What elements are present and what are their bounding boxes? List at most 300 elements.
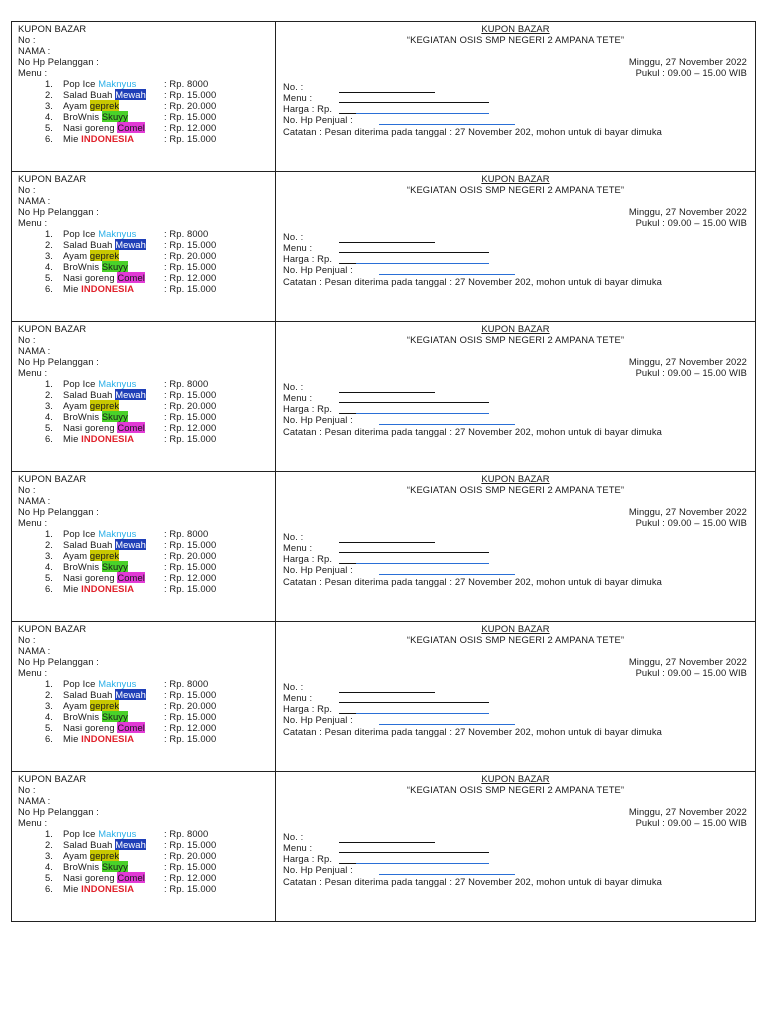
event-subtitle: “KEGIATAN OSIS SMP NEGERI 2 AMPANA TETE” [406,784,625,795]
menu-item-price: : Rp. 15.000 [164,411,217,422]
menu-item-base-name: Nasi goreng [63,722,118,733]
harga-fill-line [356,113,489,114]
menu-item [18,89,275,100]
menu-item-tag: Skuyy [101,561,128,572]
menu-item-tag: Mewah [115,89,146,100]
no-fill-line [339,242,435,243]
menu-item-tag: INDONESIA [81,733,135,744]
coupon-stub [12,22,276,171]
menu-item-number: 5. [44,422,53,433]
menu-item-base-name: BroWnis [63,861,102,872]
stub-menu-label: Menu : [18,67,48,78]
menu-item [18,239,275,250]
menu-item-name [63,272,145,283]
menu-item-name [63,839,146,850]
menu-item-tag: INDONESIA [81,133,135,144]
menu-item-tag: Skuyy [101,861,128,872]
menu-item-name [63,89,146,100]
stub-hp-label: No Hp Pelanggan : [18,506,99,517]
menu-item-base-name: Nasi goreng [63,272,118,283]
menu-item-number: 4. [44,411,53,422]
hp-penjual-fill-line [379,124,515,125]
coupon-card [11,772,756,922]
menu-item-price: : Rp. 8000 [164,528,209,539]
menu-item [18,133,275,144]
menu-item-tag: geprek [89,850,120,861]
event-time: Pukul : 09.00 – 15.00 WIB [635,67,747,78]
menu-item-price: : Rp. 15.000 [164,883,217,894]
coupon-stub [12,622,276,771]
stub-title: KUPON BAZAR [18,473,87,484]
menu-item-tag: INDONESIA [81,433,135,444]
event-date: Minggu, 27 November 2022 [628,656,747,667]
menu-item-tag: Skuyy [101,261,128,272]
menu-item-base-name: BroWnis [63,711,102,722]
menu-item-name [63,389,146,400]
stub-menu-label: Menu : [18,517,48,528]
no-fill-line [339,842,435,843]
menu-item-name [63,722,145,733]
menu-item [18,872,275,883]
menu-item-base-name: Mie [63,133,82,144]
menu-field-label: Menu : [283,92,313,103]
menu-item-name [63,133,134,144]
menu-item-price: : Rp. 8000 [164,78,209,89]
menu-fill-line [339,702,489,703]
menu-item-price: : Rp. 8000 [164,228,209,239]
coupon-card [11,472,756,622]
menu-item-base-name: Ayam [63,850,90,861]
no-fill-line [339,92,435,93]
menu-item-price: : Rp. 8000 [164,678,209,689]
menu-item [18,883,275,894]
stub-no-label: No : [18,184,36,195]
event-date: Minggu, 27 November 2022 [628,506,747,517]
menu-item-tag: geprek [89,700,120,711]
no-field-label: No. : [283,531,304,542]
coupon-card [11,322,756,472]
menu-item-name [63,411,128,422]
menu-item-price: : Rp. 12.000 [164,572,217,583]
menu-item-name [63,378,136,389]
menu-field-label: Menu : [283,692,313,703]
menu-item-number: 4. [44,861,53,872]
menu-item-base-name: Salad Buah [63,89,116,100]
menu-item-price: : Rp. 12.000 [164,122,217,133]
coupon-title: KUPON BAZAR [481,23,550,34]
menu-item-price: : Rp. 15.000 [164,561,217,572]
menu-item-tag: Maknyus [98,228,137,239]
menu-item-number: 1. [44,78,53,89]
menu-item-tag: Maknyus [98,678,137,689]
menu-item-name [63,100,119,111]
menu-item [18,122,275,133]
menu-item-number: 6. [44,283,53,294]
hp-penjual-fill-line [379,274,515,275]
event-subtitle: “KEGIATAN OSIS SMP NEGERI 2 AMPANA TETE” [406,184,625,195]
coupon-main [276,772,755,921]
menu-item [18,561,275,572]
harga-fill-line [356,263,489,264]
menu-item-tag: Skuyy [101,111,128,122]
menu-item-tag: Comel [117,122,145,133]
menu-item-price: : Rp. 12.000 [164,272,217,283]
menu-item-number: 5. [44,272,53,283]
stub-nama-label: NAMA : [18,495,51,506]
event-time: Pukul : 09.00 – 15.00 WIB [635,517,747,528]
stub-title: KUPON BAZAR [18,773,87,784]
no-fill-line [339,542,435,543]
menu-item-number: 2. [44,389,53,400]
stub-nama-label: NAMA : [18,795,51,806]
menu-item-base-name: Salad Buah [63,689,116,700]
stub-title: KUPON BAZAR [18,323,87,334]
menu-item-price: : Rp. 8000 [164,378,209,389]
menu-item-number: 5. [44,572,53,583]
coupon-stub [12,172,276,321]
menu-item-name [63,828,136,839]
stub-nama-label: NAMA : [18,645,51,656]
menu-item-number: 3. [44,700,53,711]
menu-item-name [63,261,128,272]
hp-penjual-field-label: No. Hp Penjual : [283,714,353,725]
menu-item-base-name: Nasi goreng [63,122,118,133]
no-field-label: No. : [283,831,304,842]
menu-item [18,711,275,722]
menu-item-tag: Comel [117,272,145,283]
menu-item-name [63,400,119,411]
stub-no-label: No : [18,634,36,645]
menu-item-price: : Rp. 20.000 [164,400,217,411]
menu-item-tag: Comel [117,722,145,733]
stub-menu-label: Menu : [18,667,48,678]
event-date: Minggu, 27 November 2022 [628,806,747,817]
menu-fill-line [339,102,489,103]
menu-item-tag: Mewah [115,689,146,700]
stub-no-label: No : [18,34,36,45]
menu-item-price: : Rp. 20.000 [164,250,217,261]
menu-item-number: 5. [44,122,53,133]
menu-item [18,111,275,122]
menu-item [18,389,275,400]
menu-item-base-name: Mie [63,883,82,894]
menu-item-tag: Mewah [115,389,146,400]
menu-item-number: 4. [44,711,53,722]
menu-item-name [63,689,146,700]
menu-item-name [63,78,136,89]
menu-item-base-name: Mie [63,283,82,294]
menu-item [18,583,275,594]
menu-item-base-name: Ayam [63,100,90,111]
menu-item-base-name: Mie [63,433,82,444]
menu-item-number: 6. [44,583,53,594]
menu-item-number: 2. [44,89,53,100]
hp-penjual-fill-line [379,574,515,575]
menu-item-name [63,883,134,894]
menu-item [18,528,275,539]
stub-menu-label: Menu : [18,217,48,228]
menu-item-base-name: Pop Ice [63,678,99,689]
menu-item [18,78,275,89]
stub-hp-label: No Hp Pelanggan : [18,806,99,817]
menu-item-tag: Maknyus [98,78,137,89]
menu-field-label: Menu : [283,392,313,403]
menu-item-price: : Rp. 15.000 [164,733,217,744]
menu-item-base-name: Pop Ice [63,228,99,239]
menu-item-tag: Maknyus [98,378,137,389]
menu-item [18,228,275,239]
menu-item-price: : Rp. 15.000 [164,689,217,700]
menu-item-price: : Rp. 15.000 [164,111,217,122]
event-date: Minggu, 27 November 2022 [628,206,747,217]
menu-item-base-name: Ayam [63,400,90,411]
menu-item-price: : Rp. 15.000 [164,839,217,850]
coupon-main [276,322,755,471]
event-subtitle: “KEGIATAN OSIS SMP NEGERI 2 AMPANA TETE” [406,34,625,45]
menu-item-price: : Rp. 15.000 [164,433,217,444]
menu-item-number: 1. [44,228,53,239]
menu-item [18,100,275,111]
menu-item [18,850,275,861]
hp-penjual-field-label: No. Hp Penjual : [283,564,353,575]
stub-title: KUPON BAZAR [18,173,87,184]
menu-fill-line [339,552,489,553]
menu-item-number: 4. [44,111,53,122]
menu-item [18,283,275,294]
menu-item-name [63,283,134,294]
menu-item-price: : Rp. 12.000 [164,422,217,433]
menu-item-name [63,711,128,722]
menu-item-base-name: Salad Buah [63,239,116,250]
menu-item-number: 3. [44,850,53,861]
stub-hp-label: No Hp Pelanggan : [18,206,99,217]
coupon-stub [12,772,276,921]
menu-item-base-name: BroWnis [63,411,102,422]
menu-fill-line [339,852,489,853]
stub-no-label: No : [18,784,36,795]
menu-item-tag: Skuyy [101,711,128,722]
hp-penjual-fill-line [379,874,515,875]
menu-item-price: : Rp. 20.000 [164,850,217,861]
harga-fill-line [356,563,489,564]
coupon-stub [12,322,276,471]
menu-item-tag: INDONESIA [81,883,135,894]
coupon-card [11,172,756,322]
menu-item-name [63,561,128,572]
menu-item-name [63,733,134,744]
harga-field-label: Harga : Rp. [283,403,333,414]
menu-item-tag: INDONESIA [81,283,135,294]
menu-item-number: 6. [44,433,53,444]
menu-item-name [63,550,119,561]
menu-item-tag: Comel [117,422,145,433]
menu-item-name [63,850,119,861]
menu-item-base-name: Pop Ice [63,528,99,539]
coupon-title: KUPON BAZAR [481,173,550,184]
menu-item-tag: geprek [89,550,120,561]
menu-item-tag: Mewah [115,839,146,850]
menu-item-name [63,572,145,583]
menu-item-number: 5. [44,872,53,883]
menu-item [18,678,275,689]
stub-hp-label: No Hp Pelanggan : [18,356,99,367]
menu-item-number: 3. [44,400,53,411]
menu-list [18,228,275,294]
menu-item-number: 2. [44,539,53,550]
menu-item-number: 3. [44,100,53,111]
hp-penjual-fill-line [379,724,515,725]
menu-item-number: 5. [44,722,53,733]
menu-item-price: : Rp. 20.000 [164,100,217,111]
menu-item [18,839,275,850]
order-note: Catatan : Pesan diterima pada tanggal : 27 November 202, mohon untuk di bayar dimuka [283,726,662,737]
event-subtitle: “KEGIATAN OSIS SMP NEGERI 2 AMPANA TETE” [406,334,625,345]
menu-list [18,828,275,894]
menu-item-base-name: BroWnis [63,261,102,272]
menu-item-name [63,433,134,444]
menu-item-name [63,228,136,239]
order-note: Catatan : Pesan diterima pada tanggal : 27 November 202, mohon untuk di bayar dimuka [283,576,662,587]
no-fill-line [339,692,435,693]
stub-menu-label: Menu : [18,817,48,828]
menu-item-price: : Rp. 15.000 [164,261,217,272]
menu-item-tag: Mewah [115,539,146,550]
menu-item-base-name: BroWnis [63,561,102,572]
menu-item-tag: Maknyus [98,528,137,539]
coupon-card [11,622,756,772]
menu-item-base-name: Nasi goreng [63,572,118,583]
menu-item-name [63,528,136,539]
menu-item-tag: geprek [89,250,120,261]
event-date: Minggu, 27 November 2022 [628,356,747,367]
hp-penjual-fill-line [379,424,515,425]
menu-item-price: : Rp. 15.000 [164,283,217,294]
coupon-title: KUPON BAZAR [481,323,550,334]
menu-item-tag: geprek [89,400,120,411]
hp-penjual-field-label: No. Hp Penjual : [283,264,353,275]
menu-item-base-name: Salad Buah [63,839,116,850]
order-note: Catatan : Pesan diterima pada tanggal : 27 November 202, mohon untuk di bayar dimuka [283,276,662,287]
menu-field-label: Menu : [283,842,313,853]
menu-item-name [63,422,145,433]
menu-item-number: 2. [44,689,53,700]
menu-item-price: : Rp. 15.000 [164,133,217,144]
no-field-label: No. : [283,381,304,392]
menu-item-tag: Mewah [115,239,146,250]
menu-list [18,528,275,594]
menu-item-number: 2. [44,839,53,850]
menu-fill-line [339,252,489,253]
menu-item [18,689,275,700]
menu-item [18,700,275,711]
menu-item-tag: Comel [117,872,145,883]
menu-item-tag: Maknyus [98,828,137,839]
menu-item-number: 1. [44,528,53,539]
stub-hp-label: No Hp Pelanggan : [18,656,99,667]
menu-item [18,378,275,389]
menu-item-name [63,700,119,711]
menu-field-label: Menu : [283,242,313,253]
menu-item-name [63,122,145,133]
menu-item-name [63,539,146,550]
menu-item [18,422,275,433]
stub-hp-label: No Hp Pelanggan : [18,56,99,67]
stub-title: KUPON BAZAR [18,623,87,634]
hp-penjual-field-label: No. Hp Penjual : [283,414,353,425]
coupon-main [276,22,755,171]
menu-item-price: : Rp. 15.000 [164,539,217,550]
stub-nama-label: NAMA : [18,45,51,56]
menu-item [18,433,275,444]
menu-item [18,572,275,583]
menu-item-tag: Comel [117,572,145,583]
menu-item-price: : Rp. 8000 [164,828,209,839]
menu-item-base-name: Ayam [63,700,90,711]
menu-list [18,78,275,144]
menu-item [18,261,275,272]
no-field-label: No. : [283,81,304,92]
harga-fill-line [356,713,489,714]
event-date: Minggu, 27 November 2022 [628,56,747,67]
event-subtitle: “KEGIATAN OSIS SMP NEGERI 2 AMPANA TETE” [406,484,625,495]
menu-item-base-name: Ayam [63,550,90,561]
menu-item-number: 3. [44,250,53,261]
menu-item-number: 4. [44,561,53,572]
menu-item-number: 3. [44,550,53,561]
no-fill-line [339,392,435,393]
menu-item-name [63,111,128,122]
menu-item-number: 1. [44,678,53,689]
menu-field-label: Menu : [283,542,313,553]
hp-penjual-field-label: No. Hp Penjual : [283,864,353,875]
menu-item-tag: Skuyy [101,411,128,422]
event-time: Pukul : 09.00 – 15.00 WIB [635,667,747,678]
menu-item-price: : Rp. 15.000 [164,239,217,250]
harga-field-label: Harga : Rp. [283,253,333,264]
stub-no-label: No : [18,334,36,345]
menu-item-price: : Rp. 15.000 [164,389,217,400]
menu-item-price: : Rp. 12.000 [164,872,217,883]
menu-item-number: 6. [44,883,53,894]
menu-item [18,733,275,744]
harga-field-label: Harga : Rp. [283,853,333,864]
harga-fill-line [356,413,489,414]
coupon-title: KUPON BAZAR [481,623,550,634]
menu-item-price: : Rp. 20.000 [164,700,217,711]
menu-item-base-name: Pop Ice [63,828,99,839]
menu-item-base-name: Salad Buah [63,389,116,400]
menu-list [18,378,275,444]
event-time: Pukul : 09.00 – 15.00 WIB [635,817,747,828]
menu-item [18,861,275,872]
event-subtitle: “KEGIATAN OSIS SMP NEGERI 2 AMPANA TETE” [406,634,625,645]
stub-nama-label: NAMA : [18,195,51,206]
order-note: Catatan : Pesan diterima pada tanggal : 27 November 202, mohon untuk di bayar dimuka [283,126,662,137]
menu-item-name [63,872,145,883]
order-note: Catatan : Pesan diterima pada tanggal : 27 November 202, mohon untuk di bayar dimuka [283,876,662,887]
menu-item [18,539,275,550]
menu-item-base-name: Mie [63,583,82,594]
menu-item-tag: geprek [89,100,120,111]
menu-item-base-name: Pop Ice [63,378,99,389]
menu-item-name [63,239,146,250]
menu-item-name [63,250,119,261]
menu-item-base-name: Salad Buah [63,539,116,550]
harga-fill-line [356,863,489,864]
menu-item-base-name: Mie [63,733,82,744]
menu-item-name [63,678,136,689]
coupon-title: KUPON BAZAR [481,773,550,784]
